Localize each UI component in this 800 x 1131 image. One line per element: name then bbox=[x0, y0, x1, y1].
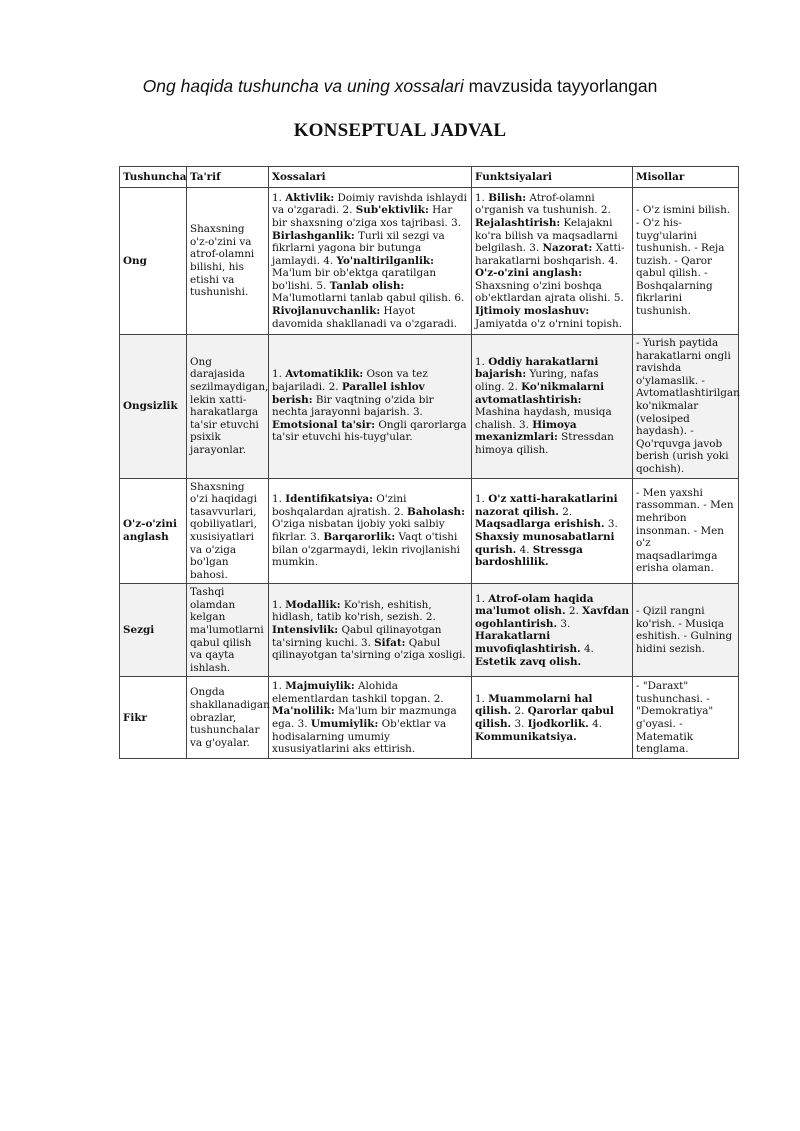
item-term: Muammolarni hal qilish. bbox=[475, 692, 593, 718]
item-number: 6. bbox=[454, 292, 465, 305]
item-term: Sifat: bbox=[374, 636, 406, 649]
item-term: O'z xatti-harakatlarini nazorat qilish. bbox=[475, 493, 618, 518]
table-body bbox=[120, 188, 739, 759]
concept-examples: - Qizil rangni ko'rish. - Musiqa eshitish. - Gulning hidini sezish. bbox=[633, 584, 739, 677]
item-number: 1. bbox=[272, 493, 286, 506]
item-number: 3. bbox=[529, 242, 543, 255]
item-number: 3. bbox=[297, 717, 311, 730]
item-description: Ma'lumotlarni tanlab qabul qilish. bbox=[272, 292, 455, 305]
concept-name: Fikr bbox=[120, 677, 187, 759]
item-term: Umumiylik: bbox=[310, 717, 379, 730]
item-number: 2. bbox=[433, 692, 444, 705]
item-term: Avtomatiklik: bbox=[285, 368, 364, 381]
column-header-xossalari: Xossalari bbox=[269, 167, 472, 188]
item-term: Harakatlarni muvofiqlashtirish. bbox=[475, 630, 581, 655]
concept-definition: Tashqi olamdan kelgan ma'lumotlarni qabul qilish va qayta ishlash. bbox=[187, 584, 269, 677]
subtitle-rest: mavzusida tayyorlangan bbox=[463, 76, 658, 96]
column-header-tushuncha: Tushuncha bbox=[120, 167, 187, 188]
item-description: O'ziga nisbatan ijobiy yoki salbiy fikrlar. bbox=[272, 518, 445, 543]
item-term: Barqarorlik: bbox=[323, 530, 396, 543]
item-number: 2. bbox=[514, 705, 528, 718]
item-term: Rivojlanuvchanlik: bbox=[272, 305, 381, 318]
table-row bbox=[120, 188, 739, 335]
subtitle-topic: Ong haqida tushuncha va uning xossalari bbox=[142, 76, 464, 96]
item-term: Aktivlik: bbox=[285, 191, 335, 204]
item-term: Identifikatsiya: bbox=[285, 493, 373, 506]
item-number: 1. bbox=[475, 191, 489, 204]
item-number: 5. bbox=[316, 279, 330, 292]
item-description: Har bir shaxsning o'ziga xos tajribasi. bbox=[272, 204, 453, 229]
item-term: Stressga bardoshlilik. bbox=[475, 543, 583, 569]
concept-functions bbox=[472, 584, 633, 677]
concept-name: O'z-o'zini anglash bbox=[120, 478, 187, 584]
item-term: Birlashganlik: bbox=[272, 229, 355, 242]
concept-name: Ong bbox=[120, 188, 187, 335]
item-term: Baholash: bbox=[407, 505, 465, 518]
table-row bbox=[120, 584, 739, 677]
item-number: 4. bbox=[583, 642, 594, 655]
concept-name: Sezgi bbox=[120, 584, 187, 677]
item-number: 4. bbox=[323, 254, 337, 267]
item-term: Parallel ishlov berish: bbox=[272, 381, 425, 406]
item-term: Majmuiylik: bbox=[285, 680, 355, 693]
item-term: Emotsional ta'sir: bbox=[272, 418, 376, 431]
item-description: Ma'lum bir ob'ektga qaratilgan bo'lishi. bbox=[272, 267, 437, 292]
item-term: Bilish: bbox=[488, 191, 527, 204]
item-number: 2. bbox=[328, 381, 342, 394]
column-header-misollar: Misollar bbox=[633, 167, 739, 188]
item-number: 4. bbox=[519, 543, 533, 556]
item-number: 2. bbox=[600, 204, 611, 217]
item-description: Shaxsning o'zini boshqa ob'ektlardan ajrata olishi. bbox=[475, 279, 614, 305]
concept-definition: Ong darajasida sezilmaydigan, lekin xatti-harakatlarga ta'sir etuvchi psixik jarayonlar. bbox=[187, 335, 269, 479]
item-number: 3. bbox=[514, 717, 528, 730]
item-description: Turli xil sezgi va fikrlarni yagona bir butunga jamlaydi. bbox=[272, 229, 445, 267]
concept-properties bbox=[269, 584, 472, 677]
concept-properties bbox=[269, 677, 472, 759]
concept-definition: Shaxsning o'z-o'zini va atrof-olamni bilishi, his etishi va tushunishi. bbox=[187, 188, 269, 335]
item-description: Ob'ektlar va hodisalarning umumiy xususiyatlarini aks ettirish. bbox=[272, 717, 447, 756]
table-row bbox=[120, 478, 739, 584]
concept-examples: - "Daraxt" tushunchasi. - "Demokratiya" g'oyasi. - Matematik tenglama. bbox=[633, 677, 739, 759]
item-term: Ijodkorlik. bbox=[527, 717, 589, 730]
table-header-row bbox=[120, 167, 739, 188]
column-header-funktsiyalari: Funktsiyalari bbox=[472, 167, 633, 188]
item-description: Hayot davomida shakllanadi va o'zgaradi. bbox=[272, 305, 458, 330]
item-term: Ma'nolilik: bbox=[272, 705, 335, 718]
item-number: 2. bbox=[568, 605, 583, 618]
concept-properties bbox=[269, 478, 472, 584]
item-number: 2. bbox=[342, 204, 356, 217]
concept-definition: Ongda shakllanadigan obrazlar, tushunchalar va g'oyalar. bbox=[187, 677, 269, 759]
concept-functions bbox=[472, 478, 633, 584]
item-term: Maqsadlarga erishish. bbox=[475, 518, 605, 531]
item-number: 1. bbox=[272, 191, 286, 204]
document-subtitle bbox=[0, 76, 800, 97]
item-description: Ongli qarorlarga ta'sir etuvchi his-tuyg'ular. bbox=[272, 418, 467, 444]
item-description: Yuring, nafas oling. bbox=[475, 368, 599, 394]
item-number: 2. bbox=[393, 505, 408, 518]
concept-functions bbox=[472, 677, 633, 759]
item-description: Qabul qilinayotgan ta'sirning o'ziga xosligi. bbox=[272, 636, 466, 662]
item-term: Oddiy harakatlarni bajarish: bbox=[475, 355, 599, 381]
item-description: Bir vaqtning o'zida bir nechta jarayonni bajarish. bbox=[272, 393, 434, 419]
table-row bbox=[120, 335, 739, 479]
concept-examples: - Men yaxshi rassomman. - Men mehribon insonman. - Men o'z maqsadlarimga erisha olaman. bbox=[633, 478, 739, 584]
item-term: Qarorlar qabul qilish. bbox=[475, 705, 614, 730]
item-term: Kommunikatsiya. bbox=[475, 730, 577, 743]
item-description: Oson va tez bajariladi. bbox=[272, 368, 428, 394]
item-term: O'z-o'zini anglash: bbox=[475, 267, 582, 280]
item-description: Xatti-harakatlarni boshqarish. bbox=[475, 242, 625, 267]
item-number: 1. bbox=[272, 680, 286, 693]
concept-functions bbox=[472, 188, 633, 335]
item-term: Atrof-olam haqida ma'lumot olish. bbox=[475, 592, 594, 618]
item-term: Intensivlik: bbox=[272, 624, 339, 637]
item-number: 5. bbox=[613, 292, 624, 305]
item-number: 3. bbox=[360, 636, 375, 649]
item-number: 1. bbox=[475, 592, 489, 605]
item-term: Shaxsiy munosabatlarni qurish. bbox=[475, 530, 615, 556]
item-description: Vaqt o'tishi bilan o'zgarmaydi, lekin rivojlanishi mumkin. bbox=[272, 530, 460, 569]
item-term: Nazorat: bbox=[542, 242, 593, 255]
column-header-tarif: Ta'rif bbox=[187, 167, 269, 188]
concept-definition: Shaxsning o'zi haqidagi tasavvurlari, qobiliyatlari, xusisiyatlari va o'ziga bo'lgan bahosi. bbox=[187, 478, 269, 584]
item-number: 3. bbox=[560, 617, 571, 630]
item-number: 3. bbox=[412, 406, 423, 419]
item-number: 1. bbox=[272, 368, 286, 381]
item-description: Atrof-olamni o'rganish va tushunish. bbox=[475, 191, 601, 217]
item-term: Sub'ektivlik: bbox=[355, 204, 429, 217]
item-number: 3. bbox=[310, 530, 324, 543]
item-number: 1. bbox=[475, 493, 489, 506]
item-description: Jamiyatda o'z o'rnini topish. bbox=[475, 317, 622, 330]
item-number: 3. bbox=[607, 518, 618, 531]
item-description: Kelajakni ko'ra bilish va maqsadlarni belgilash. bbox=[475, 216, 618, 255]
item-term: Ijtimoiy moslashuv: bbox=[475, 305, 590, 318]
concept-name: Ongsizlik bbox=[120, 335, 187, 479]
item-term: Tanlab olish: bbox=[329, 279, 405, 292]
item-term: Ko'nikmalarni avtomatlashtirish: bbox=[475, 381, 605, 406]
item-number: 2. bbox=[425, 611, 436, 624]
item-term: Rejalashtirish: bbox=[475, 216, 561, 229]
item-description: Alohida elementlardan tashkil topgan. bbox=[272, 680, 434, 705]
document-title: KONSEPTUAL JADVAL bbox=[293, 120, 507, 141]
item-number: 2. bbox=[562, 505, 573, 518]
item-description: Ma'lum bir mazmunga ega. bbox=[272, 705, 457, 730]
item-description: Mashina haydash, musiqa chalish. bbox=[475, 406, 612, 431]
item-term: Xavfdan ogohlantirish. bbox=[475, 605, 629, 630]
item-description: Stressdan himoya qilish. bbox=[475, 431, 614, 457]
item-term: Yo'naltirilganlik: bbox=[336, 254, 434, 267]
item-description: Ko'rish, eshitish, hidlash, tatib ko'rish, sezish. bbox=[272, 598, 432, 624]
concept-examples: - Yurish paytida harakatlarni ongli ravishda o'ylamaslik. - Avtomatlashtirilgan ko'nikmalar (velosiped haydash). - Qo'rquvga javob berish (urish yoki qochish). bbox=[633, 335, 739, 479]
item-description: Doimiy ravishda ishlaydi va o'zgaradi. bbox=[272, 191, 468, 217]
item-number: 1. bbox=[475, 355, 489, 368]
item-number: 4. bbox=[592, 717, 603, 730]
concept-functions bbox=[472, 335, 633, 479]
item-description: O'zini boshqalardan ajratish. bbox=[272, 493, 407, 518]
concept-examples: - O'z ismini bilish. - O'z his-tuyg'ularini tushunish. - Reja tuzish. - Qaror qabul qilish. - Boshqalarning fikrlarini tushunish. bbox=[633, 188, 739, 335]
item-number: 4. bbox=[608, 254, 619, 267]
concept-properties bbox=[269, 188, 472, 335]
table-row bbox=[120, 677, 739, 759]
concept-properties bbox=[269, 335, 472, 479]
item-number: 3. bbox=[451, 216, 462, 229]
item-term: Himoya mexanizmlari: bbox=[475, 418, 577, 444]
item-number: 1. bbox=[475, 692, 489, 705]
item-number: 3. bbox=[518, 418, 533, 431]
concept-table bbox=[119, 166, 739, 759]
item-term: Modallik: bbox=[285, 598, 341, 611]
item-term: Estetik zavq olish. bbox=[475, 655, 582, 668]
item-description: Qabul qilinayotgan ta'sirning kuchi. bbox=[272, 624, 442, 649]
item-number: 1. bbox=[272, 598, 286, 611]
item-number: 2. bbox=[507, 381, 522, 394]
